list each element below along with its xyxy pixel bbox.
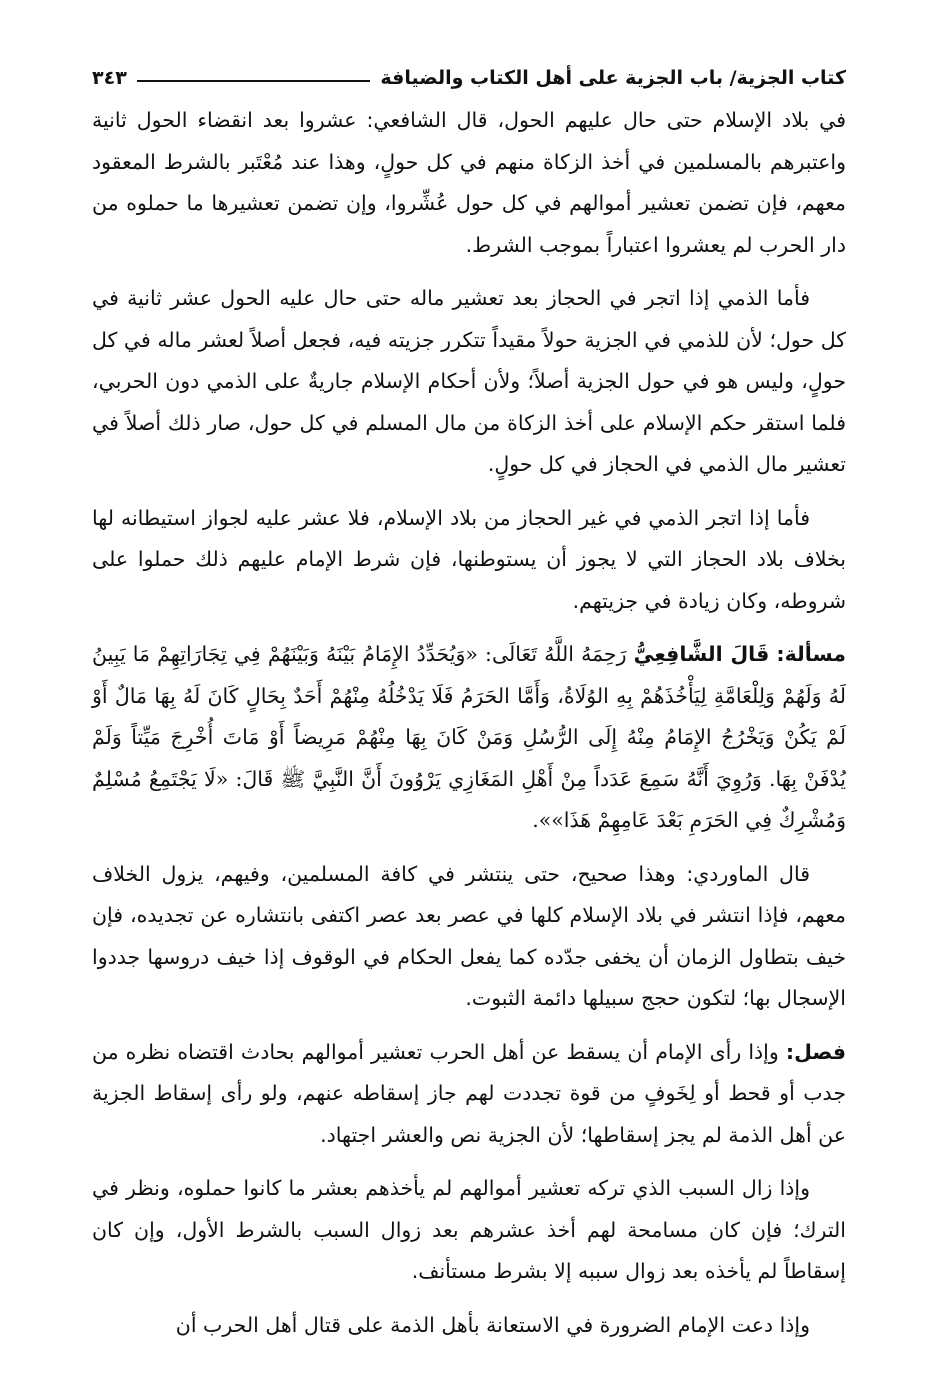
body-text (92, 100, 846, 1346)
paragraph-text: قال الماوردي: وهذا صحيح، حتى ينتشر في كافة المسلمين، وفيهم، يزول الخلاف معهم، فإذا انتشر في بلاد الإسلام كلها في عصر بعد عصر اكتفى بانتشاره عن تجديده، فإن خيف بتطاول الزمان أن يخفى جدّده كما يفعل الحكام في الوقوف إذا خيف دروسها جددوا الإسجال بها؛ لتكون حجج سبيلها دائمة الثبوت. (92, 861, 846, 1010)
paragraph-masala (92, 634, 846, 842)
paragraph-3 (92, 498, 846, 623)
running-header (92, 58, 846, 98)
header-title: كتاب الجزية/ باب الجزية على أهل الكتاب والضيافة (380, 67, 846, 89)
header-rule (137, 80, 371, 82)
paragraph-commentary (92, 854, 846, 1020)
matn-text: رَحِمَهُ اللَّهُ تَعَالَى: «وَيُحَدِّدُ الإِمَامُ بَيْنَهُ وَبَيْنَهُمْ فِي تِجَارَاتِهِمْ مَا يَبِينُ لَهُ وَلَهُمْ وَلِلْعَامَّةِ لِيَأْخُذَهُمْ بِهِ الوُلَاةُ، وَأَمَّا الحَرَمُ فَلَا يَدْخُلُهُ مِنْهُمْ أَحَدٌ بِحَالٍ كَانَ لَهُ بِهَا مَالٌ أَوْ لَمْ يَكُنْ وَيَخْرُجُ الإِمَامُ مِنْهُ إِلَى الرُّسُلِ وَمَنْ كَانَ بِهَا مِنْهُمْ مَرِيضاً أَوْ مَاتَ أُخْرِجَ مَيِّتاً وَلَمْ يُدْفَنْ بِهَا. وَرُوِيَ أَنَّهُ سَمِعَ عَدَداً مِنْ أَهْلِ المَغَازِي يَرْوُونَ أَنَّ النَّبِيَّ ﷺ قَالَ: «لَا يَجْتَمِعُ مُسْلِمٌ وَمُشْرِكٌ فِي الحَرَمِ بَعْدَ عَامِهِمْ هَذَا»». (92, 642, 846, 832)
paragraph-2 (92, 278, 846, 486)
book-page (92, 58, 846, 1348)
paragraph-text: في بلاد الإسلام حتى حال عليهم الحول، قال الشافعي: عشروا بعد انقضاء الحول ثانية واعتبرهم بالمسلمين في أخذ الزكاة منهم في كل حولٍ، وهذا عند مُعْتَبر بالشرط المعقود معهم، فإن تضمن تعشير أموالهم في كل حول عُشِّروا، وإن تضمن تعشيرها ما حملوه من دار الحرب لم يعشروا اعتباراً بموجب الشرط. (92, 108, 846, 257)
paragraph-text: وإذا رأى الإمام أن يسقط عن أهل الحرب تعشير أموالهم بحادث اقتضاه نظره من جدب أو قحط أو لِخَوفٍ من قوة تجددت لهم جاز إسقاطه عنهم، ولو رأى إسقاط الجزية عن أهل الذمة لم يجز إسقاطها؛ لأن الجزية نص والعشر اجتهاد. (92, 1039, 846, 1147)
paragraph-text: وإذا دعت الإمام الضرورة في الاستعانة بأهل الذمة على قتال أهل الحرب أن (175, 1312, 810, 1337)
paragraph-text: وإذا زال السبب الذي تركه تعشير أموالهم لم يأخذهم بعشر ما كانوا حملوه، ونظر في الترك؛ فإن كان مسامحة لهم أخذ عشرهم بعد زوال السبب بالشرط الأول، وإن كان إسقاطاً لم يأخذه بعد زوال سببه إلا بشرط مستأنف. (92, 1176, 846, 1283)
paragraph-8 (92, 1305, 846, 1347)
imam-name: قَالَ الشَّافِعِيُّ (633, 642, 770, 666)
section-lead: فصل: (785, 1039, 846, 1064)
paragraph-fasl (92, 1032, 846, 1157)
paragraph-text: فأما إذا اتجر الذمي في غير الحجاز من بلاد الإسلام، فلا عشر عليه لجواز استيطانه لها بخلاف بلاد الحجاز التي لا يجوز أن يستوطنها، فإن شرط الإمام عليهم ذلك حملوا على شروطه، وكان زيادة في جزيتهم. (92, 505, 846, 613)
paragraph-7 (92, 1168, 846, 1293)
paragraph-text: فأما الذمي إذا اتجر في الحجاز بعد تعشير ماله حتى حال عليه الحول عشر ثانية في كل حول؛ لأن للذمي في الجزية حولاً مقيداً تتكرر جزيته فيه، فجعل أصلاً لعشر ماله في كل حولٍ، وليس هو في حول الجزية أصلاً؛ ولأن أحكام الإسلام جاريةٌ على الذمي دون الحربي، فلما استقر حكم الإسلام على أخذ الزكاة من مال المسلم في كل حول، صار ذلك أصلاً في تعشير مال الذمي في الحجاز في كل حولٍ. (92, 286, 846, 476)
page-number: ٣٤٣ (92, 67, 127, 89)
paragraph-1 (92, 100, 846, 266)
section-lead: مسألة: (776, 642, 846, 666)
